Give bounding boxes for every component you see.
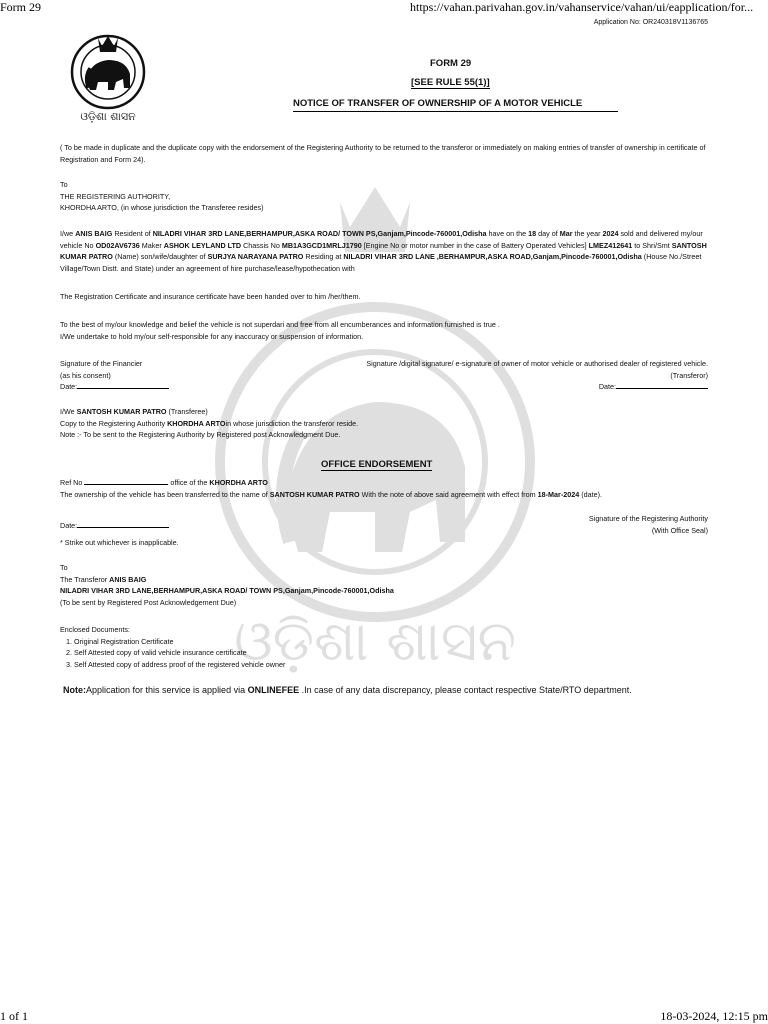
endorsement-date: Date: bbox=[60, 520, 260, 532]
financier-signature-label: Signature of the Financier bbox=[60, 359, 143, 368]
transferee-name-2: SANTOSH KUMAR PATRO bbox=[76, 407, 167, 416]
endorsement-block: Ref No office of the KHORDHA ARTO The ownership of the vehicle has been transferred to the name of SANTOSH KUMAR PATRO With the note of above said agreement with effect from 18-Mar-2024 (date). bbox=[60, 478, 603, 499]
transferor-address-block: To The Transferor ANIS BAIG NILADRI VIHAR 3RD LANE,BERHAMPUR,ASKA ROAD/ TOWN PS,Ganjam,Pincode-760001,Odisha (To be sent by Registered Post Acknowledgement Due) bbox=[60, 562, 710, 608]
declaration-block bbox=[60, 319, 710, 342]
financier-signature-block bbox=[60, 358, 260, 393]
strike-note: * Strike out whichever is inapplicable. bbox=[60, 538, 179, 547]
odisha-emblem-icon bbox=[68, 32, 148, 124]
transferor-address: NILADRI VIHAR 3RD LANE,BERHAMPUR,ASKA ROAD/ TOWN PS,Ganjam,Pincode-760001,Odisha bbox=[152, 229, 487, 238]
owner-date-label: Date: bbox=[598, 382, 616, 392]
transferor-label: (Transferor) bbox=[670, 370, 708, 380]
authority-signature-block bbox=[410, 513, 708, 536]
to-label: To bbox=[60, 180, 68, 189]
copy-arto: KHORDHA ARTO bbox=[167, 418, 226, 428]
to-label-2: To bbox=[60, 563, 68, 572]
vehicle-number: OD02AV6736 bbox=[95, 240, 140, 250]
knowledge-text: To the best of my/our knowledge and belief the vehicle is not superdari and free from all encumberances and information furnished is true . bbox=[60, 320, 500, 329]
addressee-block bbox=[60, 179, 710, 214]
transferee-name: SANTOSH KUMAR PATRO bbox=[60, 240, 707, 262]
print-header-url[interactable]: https://vahan.parivahan.gov.in/vahanservice/vahan/ui/eapplication/for... bbox=[410, 0, 754, 14]
post-note: Note :- To be sent to the Registering Authority by Registered post Acknowledgment Due. bbox=[60, 430, 341, 440]
owner-date-line bbox=[616, 388, 708, 389]
ref-arto: KHORDHA ARTO bbox=[209, 478, 268, 487]
transferee-name-3: SANTOSH KUMAR PATRO bbox=[269, 489, 360, 499]
authority-signature-label: Signature of the Registering Authority bbox=[588, 514, 708, 523]
handed-over-text: The Registration Certificate and insurance certificate have been handed over to him /her/them. bbox=[60, 292, 361, 301]
office-seal-label: (With Office Seal) bbox=[651, 525, 708, 535]
sale-month: Mar bbox=[559, 229, 573, 238]
ref-number-line bbox=[84, 484, 168, 485]
effect-date: 18-Mar-2024 bbox=[537, 489, 580, 499]
transferee-address: NILADRI VIHAR 3RD LANE ,BERHAMPUR,ASKA ROAD,Ganjam,Pincode-760001,Odisha bbox=[343, 252, 642, 262]
page-count: 1 of 1 bbox=[0, 1009, 28, 1023]
online-fee-label: ONLINEFEE bbox=[247, 685, 300, 695]
maker: ASHOK LEYLAND LTD bbox=[163, 240, 242, 250]
transferor-name-2: ANIS BAIG bbox=[109, 574, 147, 584]
engine-number: LMEZ412641 bbox=[588, 240, 633, 250]
list-item: 3. Self Attested copy of address proof of the registered vehicle owner bbox=[66, 659, 286, 669]
rule-title: [SEE RULE 55(1)] bbox=[411, 77, 490, 88]
intro-paragraph: ( To be made in duplicate and the duplicate copy with the endorsement of the Registering Authority to be returned to the transferor or immediately on making entries of transfer of ownership in certificate of Registration and Form 24). bbox=[60, 143, 706, 164]
transferee-block: I/We SANTOSH KUMAR PATRO (Transferee) Copy to the Registering Authority KHORDHA ARTOin whose jurisdiction the transferor reside. Note :- To be sent to the Registering Authority by Registered post Acknowledgment Due. bbox=[60, 406, 710, 441]
owner-signature-block bbox=[310, 358, 708, 393]
sale-year: 2024 bbox=[602, 229, 619, 238]
relation-name: SURJYA NARAYANA PATRO bbox=[207, 252, 304, 262]
office-endorsement-title: OFFICE ENDORSEMENT bbox=[321, 459, 433, 470]
arto-line: KHORDHA ARTO, (in whose jurisdiction the Transferee resides) bbox=[60, 203, 264, 213]
application-number: Application No: OR240318V1136765 bbox=[593, 19, 708, 26]
notice-title-underline bbox=[293, 111, 618, 112]
svg-text:ଓଡ଼ିଶା ଶାସନ: ଓଡ଼ିଶା ଶାସନ bbox=[80, 110, 136, 123]
owner-signature-label: Signature /digital signature/ e-signature of owner of motor vehicle or authorised dealer of registered vehicle. bbox=[366, 359, 708, 368]
online-note: Note:Application for this service is applied via ONLINEFEE .In case of any data discrepancy, please contact respective State/RTO department. bbox=[63, 685, 632, 695]
registering-authority: THE REGISTERING AUTHORITY, bbox=[60, 191, 171, 201]
sale-paragraph: I/we ANIS BAIG Resident of NILADRI VIHAR 3RD LANE,BERHAMPUR,ASKA ROAD/ TOWN PS,Ganjam,Pincode-760001,Odisha have on the 18 day of Mar the year 2024 sold and delivered my/our vehicle No OD02AV6736 Maker ASHOK LEYLAND LTD Chassis No MB1A3GCD1MRLJ1790 [Engine No or motor number in the case of Battery Operated Vehicles] LMEZ412641 to Shri/Smt SANTOSH KUMAR PATRO (Name) son/wife/daughter of SURJYA NARAYANA PATRO Residing at NILADRI VIHAR 3RD LANE ,BERHAMPUR,ASKA ROAD,Ganjam,Pincode-760001,Odisha (House No./Street Village/Town Distt. and State) under an agreement of hire purchase/lease/hypothecation with bbox=[60, 229, 707, 273]
endorsement-date-line bbox=[77, 527, 169, 528]
print-header-title: Form 29 bbox=[0, 0, 42, 14]
chassis-number: MB1A3GCD1MRLJ1790 bbox=[281, 240, 362, 250]
undertake-text: I/We undertake to hold my/our self-responsible for any inaccuracy or suspension of information. bbox=[60, 331, 364, 341]
svg-text:ଓଡ଼ିଶା ଶାସନ: ଓଡ଼ିଶା ଶାସନ bbox=[234, 609, 516, 674]
print-datetime: 18-03-2024, 12:15 pm bbox=[660, 1009, 768, 1023]
financier-date-line bbox=[77, 388, 169, 389]
sale-day: 18 bbox=[528, 229, 537, 238]
transferor-address-2: NILADRI VIHAR 3RD LANE,BERHAMPUR,ASKA ROAD/ TOWN PS,Ganjam,Pincode-760001,Odisha bbox=[60, 586, 394, 596]
list-item: 2. Self Attested copy of valid vehicle insurance certificate bbox=[66, 648, 247, 658]
financier-consent: (as his consent) bbox=[60, 370, 111, 380]
registered-post-note: (To be sent by Registered Post Acknowledgement Due) bbox=[60, 597, 237, 607]
financier-date-label: Date: bbox=[60, 382, 78, 392]
list-item: 1. Original Registration Certificate bbox=[66, 636, 174, 646]
enclosed-documents bbox=[60, 624, 710, 670]
notice-title: NOTICE OF TRANSFER OF OWNERSHIP OF A MOTOR VEHICLE bbox=[293, 98, 583, 109]
transferor-name: ANIS BAIG bbox=[75, 229, 113, 238]
enclosed-label: Enclosed Documents: bbox=[60, 625, 130, 634]
form-title: FORM 29 bbox=[430, 58, 472, 69]
